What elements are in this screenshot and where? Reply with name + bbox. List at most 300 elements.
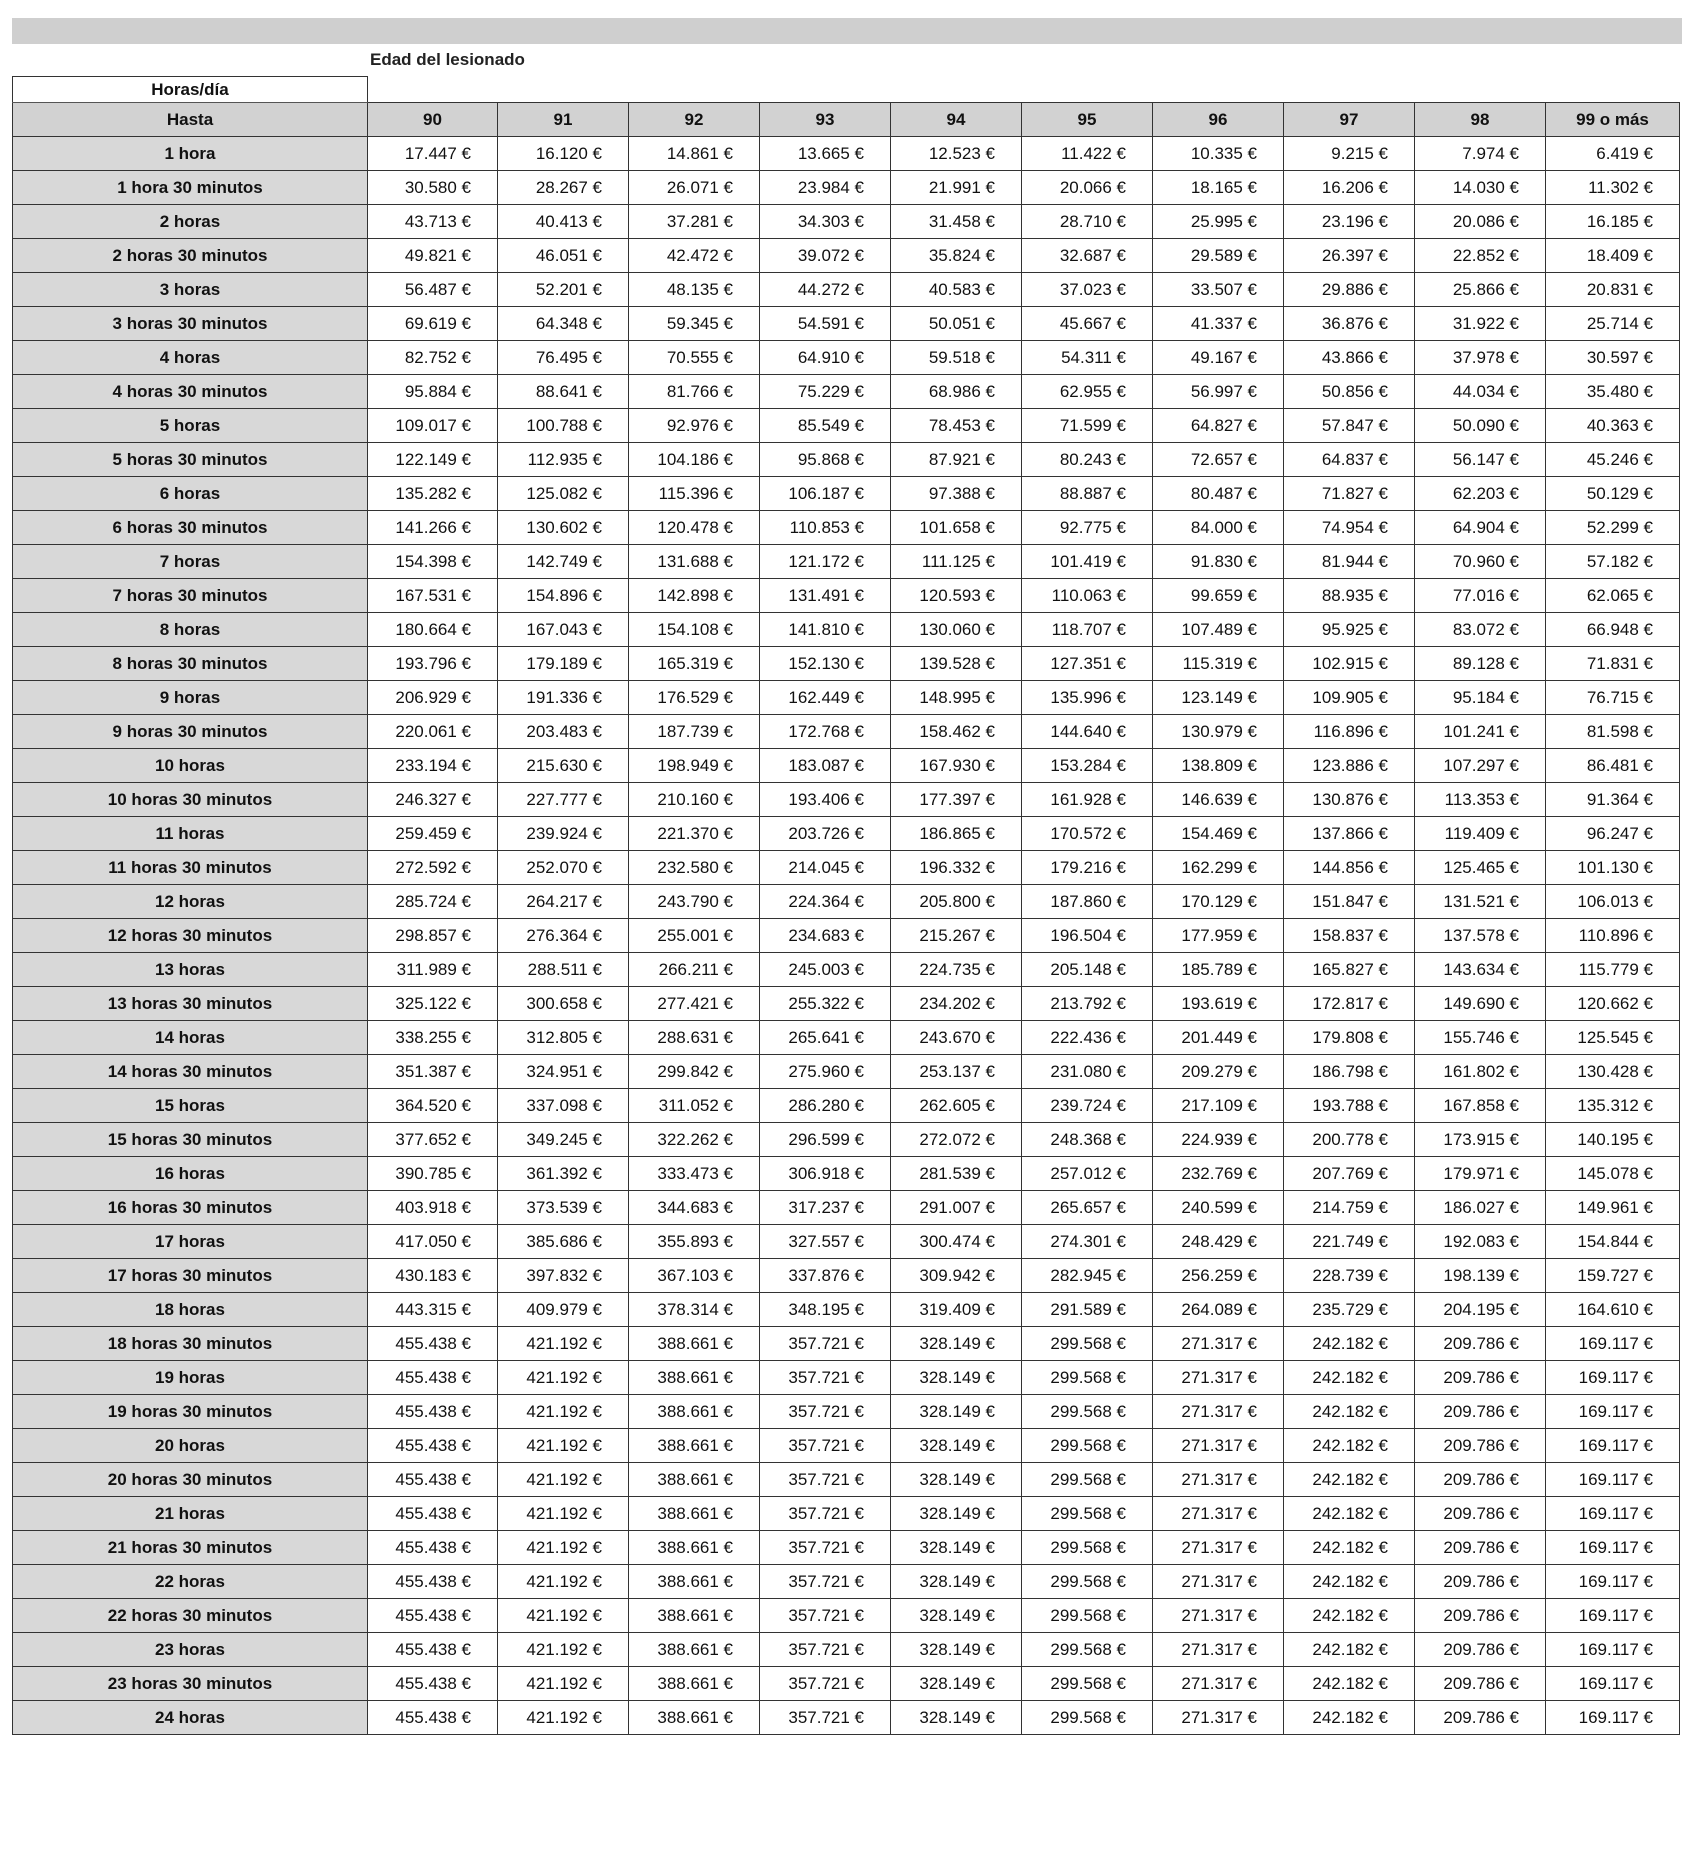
table-cell: 443.315 € xyxy=(368,1293,498,1327)
table-row xyxy=(13,1463,1680,1497)
table-cell: 158.462 € xyxy=(891,715,1022,749)
table-cell: 299.842 € xyxy=(629,1055,760,1089)
table-row xyxy=(13,511,1680,545)
row-label: 11 horas xyxy=(13,817,368,851)
table-row xyxy=(13,1361,1680,1395)
table-cell: 388.661 € xyxy=(629,1361,760,1395)
table-cell: 165.319 € xyxy=(629,647,760,681)
table-cell: 215.267 € xyxy=(891,919,1022,953)
table-cell: 142.898 € xyxy=(629,579,760,613)
row-label: 9 horas xyxy=(13,681,368,715)
table-row xyxy=(13,1089,1680,1123)
table-cell: 361.392 € xyxy=(498,1157,629,1191)
table-cell: 34.303 € xyxy=(760,205,891,239)
table-cell: 169.117 € xyxy=(1546,1599,1680,1633)
table-cell: 191.336 € xyxy=(498,681,629,715)
table-cell: 299.568 € xyxy=(1022,1395,1153,1429)
table-cell: 276.364 € xyxy=(498,919,629,953)
table-cell: 266.211 € xyxy=(629,953,760,987)
table-cell: 148.995 € xyxy=(891,681,1022,715)
table-cell: 131.521 € xyxy=(1415,885,1546,919)
table-cell: 80.243 € xyxy=(1022,443,1153,477)
row-label: 23 horas xyxy=(13,1633,368,1667)
table-cell: 187.739 € xyxy=(629,715,760,749)
row-label: 23 horas 30 minutos xyxy=(13,1667,368,1701)
table-cell: 154.108 € xyxy=(629,613,760,647)
table-row xyxy=(13,1395,1680,1429)
table-row xyxy=(13,1565,1680,1599)
table-cell: 169.117 € xyxy=(1546,1361,1680,1395)
table-cell: 271.317 € xyxy=(1153,1701,1284,1735)
table-cell: 169.117 € xyxy=(1546,1497,1680,1531)
table-cell: 299.568 € xyxy=(1022,1667,1153,1701)
table-cell: 193.796 € xyxy=(368,647,498,681)
table-cell: 421.192 € xyxy=(498,1701,629,1735)
table-cell: 54.591 € xyxy=(760,307,891,341)
table-cell: 43.866 € xyxy=(1284,341,1415,375)
table-cell: 87.921 € xyxy=(891,443,1022,477)
table-cell: 50.129 € xyxy=(1546,477,1680,511)
table-cell: 54.311 € xyxy=(1022,341,1153,375)
table-cell: 231.080 € xyxy=(1022,1055,1153,1089)
table-cell: 137.578 € xyxy=(1415,919,1546,953)
table-cell: 455.438 € xyxy=(368,1701,498,1735)
table-cell: 66.948 € xyxy=(1546,613,1680,647)
table-cell: 373.539 € xyxy=(498,1191,629,1225)
table-cell: 255.001 € xyxy=(629,919,760,953)
table-cell: 14.030 € xyxy=(1415,171,1546,205)
table-cell: 31.458 € xyxy=(891,205,1022,239)
table-cell: 240.599 € xyxy=(1153,1191,1284,1225)
table-cell: 349.245 € xyxy=(498,1123,629,1157)
table-cell: 222.436 € xyxy=(1022,1021,1153,1055)
table-cell: 213.792 € xyxy=(1022,987,1153,1021)
table-cell: 71.827 € xyxy=(1284,477,1415,511)
table-cell: 348.195 € xyxy=(760,1293,891,1327)
table-cell: 209.786 € xyxy=(1415,1667,1546,1701)
table-cell: 378.314 € xyxy=(629,1293,760,1327)
table-cell: 421.192 € xyxy=(498,1667,629,1701)
column-header: 97 xyxy=(1284,103,1415,137)
table-cell: 78.453 € xyxy=(891,409,1022,443)
table-row xyxy=(13,1293,1680,1327)
table-cell: 388.661 € xyxy=(629,1497,760,1531)
table-row xyxy=(13,1055,1680,1089)
table-cell: 40.413 € xyxy=(498,205,629,239)
table-cell: 299.568 € xyxy=(1022,1361,1153,1395)
table-cell: 224.735 € xyxy=(891,953,1022,987)
table-cell: 282.945 € xyxy=(1022,1259,1153,1293)
table-cell: 421.192 € xyxy=(498,1395,629,1429)
table-cell: 272.592 € xyxy=(368,851,498,885)
table-cell: 31.922 € xyxy=(1415,307,1546,341)
table-cell: 357.721 € xyxy=(760,1429,891,1463)
table-cell: 154.398 € xyxy=(368,545,498,579)
table-cell: 44.272 € xyxy=(760,273,891,307)
table-cell: 319.409 € xyxy=(891,1293,1022,1327)
table-row xyxy=(13,1123,1680,1157)
table-cell: 299.568 € xyxy=(1022,1701,1153,1735)
table-cell: 152.130 € xyxy=(760,647,891,681)
table-cell: 285.724 € xyxy=(368,885,498,919)
row-label: 14 horas 30 minutos xyxy=(13,1055,368,1089)
table-cell: 299.568 € xyxy=(1022,1633,1153,1667)
table-cell: 388.661 € xyxy=(629,1565,760,1599)
table-row xyxy=(13,1191,1680,1225)
table-cell: 209.786 € xyxy=(1415,1463,1546,1497)
table-cell: 75.229 € xyxy=(760,375,891,409)
table-cell: 201.449 € xyxy=(1153,1021,1284,1055)
table-cell: 455.438 € xyxy=(368,1361,498,1395)
table-cell: 37.023 € xyxy=(1022,273,1153,307)
table-cell: 242.182 € xyxy=(1284,1565,1415,1599)
table-cell: 169.117 € xyxy=(1546,1395,1680,1429)
table-cell: 264.089 € xyxy=(1153,1293,1284,1327)
table-row xyxy=(13,273,1680,307)
table-cell: 169.117 € xyxy=(1546,1701,1680,1735)
table-cell: 50.090 € xyxy=(1415,409,1546,443)
column-header: 95 xyxy=(1022,103,1153,137)
table-cell: 29.886 € xyxy=(1284,273,1415,307)
table-cell: 173.915 € xyxy=(1415,1123,1546,1157)
table-cell: 455.438 € xyxy=(368,1565,498,1599)
row-label: 12 horas xyxy=(13,885,368,919)
table-cell: 421.192 € xyxy=(498,1633,629,1667)
table-cell: 145.078 € xyxy=(1546,1157,1680,1191)
table-cell: 281.539 € xyxy=(891,1157,1022,1191)
table-cell: 265.657 € xyxy=(1022,1191,1153,1225)
table-cell: 32.687 € xyxy=(1022,239,1153,273)
table-row xyxy=(13,681,1680,715)
table-cell: 77.016 € xyxy=(1415,579,1546,613)
table-cell: 17.447 € xyxy=(368,137,498,171)
column-header: 93 xyxy=(760,103,891,137)
table-row xyxy=(13,987,1680,1021)
table-cell: 328.149 € xyxy=(891,1565,1022,1599)
table-cell: 235.729 € xyxy=(1284,1293,1415,1327)
table-cell: 455.438 € xyxy=(368,1531,498,1565)
table-cell: 131.491 € xyxy=(760,579,891,613)
table-cell: 214.045 € xyxy=(760,851,891,885)
table-cell: 91.830 € xyxy=(1153,545,1284,579)
table-cell: 101.130 € xyxy=(1546,851,1680,885)
table-row xyxy=(13,885,1680,919)
row-label: 6 horas 30 minutos xyxy=(13,511,368,545)
table-cell: 299.568 € xyxy=(1022,1531,1153,1565)
table-cell: 421.192 € xyxy=(498,1463,629,1497)
row-label: 3 horas 30 minutos xyxy=(13,307,368,341)
row-label: 2 horas xyxy=(13,205,368,239)
table-cell: 135.282 € xyxy=(368,477,498,511)
table-cell: 338.255 € xyxy=(368,1021,498,1055)
row-label: 16 horas xyxy=(13,1157,368,1191)
table-cell: 275.960 € xyxy=(760,1055,891,1089)
row-label: 16 horas 30 minutos xyxy=(13,1191,368,1225)
table-cell: 62.955 € xyxy=(1022,375,1153,409)
table-cell: 232.580 € xyxy=(629,851,760,885)
corner-header-top: Horas/día xyxy=(13,77,368,103)
table-cell: 205.148 € xyxy=(1022,953,1153,987)
table-cell: 29.589 € xyxy=(1153,239,1284,273)
table-cell: 234.683 € xyxy=(760,919,891,953)
table-row xyxy=(13,1599,1680,1633)
table-cell: 179.808 € xyxy=(1284,1021,1415,1055)
table-cell: 106.013 € xyxy=(1546,885,1680,919)
table-cell: 357.721 € xyxy=(760,1599,891,1633)
row-label: 8 horas 30 minutos xyxy=(13,647,368,681)
table-cell: 224.939 € xyxy=(1153,1123,1284,1157)
table-cell: 311.989 € xyxy=(368,953,498,987)
header-band xyxy=(12,18,1682,44)
table-cell: 169.117 € xyxy=(1546,1565,1680,1599)
table-body xyxy=(13,137,1680,1735)
table-cell: 9.215 € xyxy=(1284,137,1415,171)
table-cell: 123.149 € xyxy=(1153,681,1284,715)
table-cell: 357.721 € xyxy=(760,1633,891,1667)
table-cell: 167.043 € xyxy=(498,613,629,647)
table-cell: 43.713 € xyxy=(368,205,498,239)
table-cell: 300.474 € xyxy=(891,1225,1022,1259)
table-cell: 119.409 € xyxy=(1415,817,1546,851)
table-cell: 357.721 € xyxy=(760,1361,891,1395)
table-cell: 120.478 € xyxy=(629,511,760,545)
table-row xyxy=(13,817,1680,851)
table-cell: 62.203 € xyxy=(1415,477,1546,511)
table-cell: 101.658 € xyxy=(891,511,1022,545)
column-header: 92 xyxy=(629,103,760,137)
table-cell: 20.086 € xyxy=(1415,205,1546,239)
table-cell: 224.364 € xyxy=(760,885,891,919)
table-cell: 57.847 € xyxy=(1284,409,1415,443)
table-cell: 388.661 € xyxy=(629,1701,760,1735)
header-spacer xyxy=(368,77,1680,103)
table-row xyxy=(13,375,1680,409)
table-cell: 10.335 € xyxy=(1153,137,1284,171)
table-cell: 64.348 € xyxy=(498,307,629,341)
table-cell: 120.662 € xyxy=(1546,987,1680,1021)
table-cell: 64.837 € xyxy=(1284,443,1415,477)
table-cell: 110.853 € xyxy=(760,511,891,545)
table-cell: 81.944 € xyxy=(1284,545,1415,579)
table-cell: 95.868 € xyxy=(760,443,891,477)
table-cell: 76.495 € xyxy=(498,341,629,375)
table-cell: 25.714 € xyxy=(1546,307,1680,341)
table-cell: 139.528 € xyxy=(891,647,1022,681)
table-cell: 115.319 € xyxy=(1153,647,1284,681)
table-cell: 430.183 € xyxy=(368,1259,498,1293)
table-cell: 242.182 € xyxy=(1284,1531,1415,1565)
table-cell: 68.986 € xyxy=(891,375,1022,409)
table-cell: 385.686 € xyxy=(498,1225,629,1259)
row-label: 21 horas xyxy=(13,1497,368,1531)
row-label: 18 horas xyxy=(13,1293,368,1327)
table-cell: 186.865 € xyxy=(891,817,1022,851)
table-cell: 209.786 € xyxy=(1415,1565,1546,1599)
table-cell: 39.072 € xyxy=(760,239,891,273)
table-cell: 296.599 € xyxy=(760,1123,891,1157)
table-cell: 417.050 € xyxy=(368,1225,498,1259)
table-cell: 7.974 € xyxy=(1415,137,1546,171)
table-cell: 242.182 € xyxy=(1284,1361,1415,1395)
table-cell: 20.831 € xyxy=(1546,273,1680,307)
table-cell: 64.904 € xyxy=(1415,511,1546,545)
row-label: 14 horas xyxy=(13,1021,368,1055)
column-header-row xyxy=(13,103,1680,137)
table-cell: 421.192 € xyxy=(498,1361,629,1395)
table-cell: 185.789 € xyxy=(1153,953,1284,987)
row-label: 10 horas 30 minutos xyxy=(13,783,368,817)
table-cell: 125.082 € xyxy=(498,477,629,511)
table-cell: 271.317 € xyxy=(1153,1667,1284,1701)
table-cell: 11.422 € xyxy=(1022,137,1153,171)
table-cell: 23.984 € xyxy=(760,171,891,205)
table-cell: 162.449 € xyxy=(760,681,891,715)
table-cell: 328.149 € xyxy=(891,1327,1022,1361)
table-cell: 256.259 € xyxy=(1153,1259,1284,1293)
table-cell: 71.831 € xyxy=(1546,647,1680,681)
table-cell: 193.406 € xyxy=(760,783,891,817)
table-cell: 35.824 € xyxy=(891,239,1022,273)
table-row xyxy=(13,443,1680,477)
table-cell: 299.568 € xyxy=(1022,1429,1153,1463)
table-cell: 242.182 € xyxy=(1284,1429,1415,1463)
table-cell: 26.071 € xyxy=(629,171,760,205)
table-cell: 357.721 € xyxy=(760,1463,891,1497)
table-row xyxy=(13,1667,1680,1701)
table-cell: 262.605 € xyxy=(891,1089,1022,1123)
table-cell: 328.149 € xyxy=(891,1361,1022,1395)
table-cell: 88.641 € xyxy=(498,375,629,409)
table-cell: 6.419 € xyxy=(1546,137,1680,171)
table-cell: 377.652 € xyxy=(368,1123,498,1157)
table-cell: 388.661 € xyxy=(629,1599,760,1633)
table-cell: 328.149 € xyxy=(891,1599,1022,1633)
table-cell: 88.887 € xyxy=(1022,477,1153,511)
corner-header-bottom: Hasta xyxy=(13,103,368,137)
table-cell: 40.363 € xyxy=(1546,409,1680,443)
column-header: 94 xyxy=(891,103,1022,137)
table-cell: 112.935 € xyxy=(498,443,629,477)
row-label: 5 horas xyxy=(13,409,368,443)
row-label: 21 horas 30 minutos xyxy=(13,1531,368,1565)
table-cell: 186.027 € xyxy=(1415,1191,1546,1225)
table-cell: 64.910 € xyxy=(760,341,891,375)
table-cell: 357.721 € xyxy=(760,1701,891,1735)
row-label: 2 horas 30 minutos xyxy=(13,239,368,273)
table-cell: 101.419 € xyxy=(1022,545,1153,579)
table-cell: 86.481 € xyxy=(1546,749,1680,783)
table-cell: 155.746 € xyxy=(1415,1021,1546,1055)
table-cell: 242.182 € xyxy=(1284,1497,1415,1531)
table-cell: 164.610 € xyxy=(1546,1293,1680,1327)
table-cell: 154.896 € xyxy=(498,579,629,613)
table-cell: 125.545 € xyxy=(1546,1021,1680,1055)
row-label: 5 horas 30 minutos xyxy=(13,443,368,477)
table-cell: 324.951 € xyxy=(498,1055,629,1089)
table-cell: 25.866 € xyxy=(1415,273,1546,307)
table-cell: 306.918 € xyxy=(760,1157,891,1191)
table-cell: 169.117 € xyxy=(1546,1327,1680,1361)
table-cell: 328.149 € xyxy=(891,1429,1022,1463)
table-row xyxy=(13,851,1680,885)
table-cell: 154.469 € xyxy=(1153,817,1284,851)
table-cell: 50.051 € xyxy=(891,307,1022,341)
table-cell: 357.721 € xyxy=(760,1565,891,1599)
table-cell: 109.905 € xyxy=(1284,681,1415,715)
column-header: 90 xyxy=(368,103,498,137)
table-cell: 109.017 € xyxy=(368,409,498,443)
table-cell: 70.555 € xyxy=(629,341,760,375)
table-cell: 186.798 € xyxy=(1284,1055,1415,1089)
table-cell: 169.117 € xyxy=(1546,1531,1680,1565)
table-cell: 253.137 € xyxy=(891,1055,1022,1089)
table-cell: 49.167 € xyxy=(1153,341,1284,375)
table-cell: 209.786 € xyxy=(1415,1599,1546,1633)
table-cell: 52.299 € xyxy=(1546,511,1680,545)
table-cell: 62.065 € xyxy=(1546,579,1680,613)
table-cell: 179.971 € xyxy=(1415,1157,1546,1191)
table-cell: 209.786 € xyxy=(1415,1633,1546,1667)
table-cell: 239.924 € xyxy=(498,817,629,851)
table-cell: 248.368 € xyxy=(1022,1123,1153,1157)
table-cell: 140.195 € xyxy=(1546,1123,1680,1157)
table-cell: 214.759 € xyxy=(1284,1191,1415,1225)
table-row xyxy=(13,477,1680,511)
table-cell: 264.217 € xyxy=(498,885,629,919)
table-cell: 141.810 € xyxy=(760,613,891,647)
table-cell: 272.072 € xyxy=(891,1123,1022,1157)
table-cell: 232.769 € xyxy=(1153,1157,1284,1191)
table-cell: 421.192 € xyxy=(498,1531,629,1565)
table-cell: 207.769 € xyxy=(1284,1157,1415,1191)
table-cell: 233.194 € xyxy=(368,749,498,783)
table-cell: 104.186 € xyxy=(629,443,760,477)
table-cell: 221.370 € xyxy=(629,817,760,851)
table-cell: 95.884 € xyxy=(368,375,498,409)
table-cell: 209.786 € xyxy=(1415,1395,1546,1429)
table-cell: 83.072 € xyxy=(1415,613,1546,647)
table-cell: 115.779 € xyxy=(1546,953,1680,987)
table-cell: 311.052 € xyxy=(629,1089,760,1123)
table-cell: 161.802 € xyxy=(1415,1055,1546,1089)
table-row xyxy=(13,1021,1680,1055)
table-row xyxy=(13,545,1680,579)
table-cell: 357.721 € xyxy=(760,1395,891,1429)
table-cell: 397.832 € xyxy=(498,1259,629,1293)
table-cell: 167.531 € xyxy=(368,579,498,613)
table-cell: 317.237 € xyxy=(760,1191,891,1225)
table-cell: 123.886 € xyxy=(1284,749,1415,783)
table-cell: 135.996 € xyxy=(1022,681,1153,715)
table-cell: 271.317 € xyxy=(1153,1565,1284,1599)
table-cell: 328.149 € xyxy=(891,1497,1022,1531)
table-cell: 107.297 € xyxy=(1415,749,1546,783)
table-cell: 25.995 € xyxy=(1153,205,1284,239)
table-cell: 455.438 € xyxy=(368,1497,498,1531)
table-cell: 215.630 € xyxy=(498,749,629,783)
table-cell: 242.182 € xyxy=(1284,1599,1415,1633)
table-row xyxy=(13,647,1680,681)
column-header: 99 o más xyxy=(1546,103,1680,137)
table-cell: 120.593 € xyxy=(891,579,1022,613)
table-cell: 196.504 € xyxy=(1022,919,1153,953)
table-cell: 252.070 € xyxy=(498,851,629,885)
table-cell: 71.599 € xyxy=(1022,409,1153,443)
table-cell: 42.472 € xyxy=(629,239,760,273)
table-cell: 116.896 € xyxy=(1284,715,1415,749)
table-cell: 30.580 € xyxy=(368,171,498,205)
table-cell: 88.935 € xyxy=(1284,579,1415,613)
